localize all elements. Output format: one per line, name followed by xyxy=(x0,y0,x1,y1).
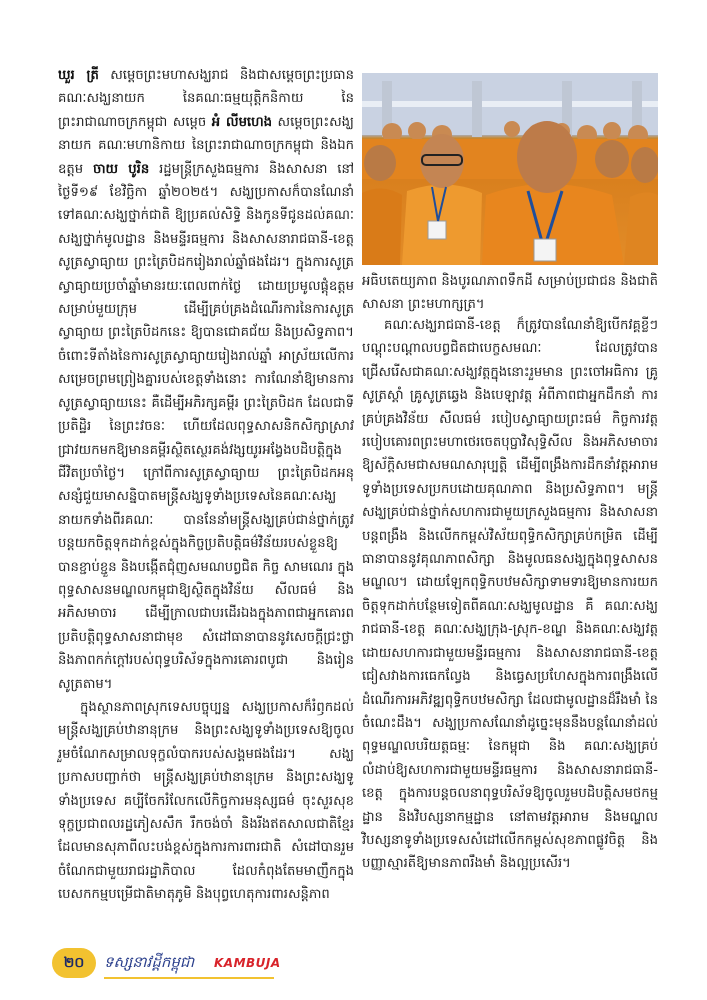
magazine-title: ទស្សនាវដ្តីកម្ពុជា xyxy=(104,953,195,971)
paragraph-text: រដ្ឋមន្ត្រីក្រសួងធម្មការ និងសាសនា នៅថ្ងៃទី១៩ ខែវិច្ឆិកា ឆ្នាំ២០២៥។ សង្ឃប្រកាសក៏បានណែនាំទៅគណៈសង្ឃថ្នាក់ជាតិ ឱ្យប្រគល់សិទ្ធិ និងកូនទីជូនដល់គណៈសង្ឃថ្នាក់មូលដ្ឋាន និងមន្ទីរធម្មការ និងសាសនារាជធានី-ខេត្ត សូត្រស្វាធ្យាយ ព្រះត្រៃបិដករៀងរាល់ឆ្នាំផងដែរ។ ក្នុងការសូត្រស្វាធ្យាយប្រចាំឆ្នាំមានរយៈពេលពាក់ថ្ងៃ ដោយប្រមូលផ្ដុំឧត្ដមសម្រាប់មួយក្រុម ដើម្បីគ្រប់គ្រងដំណើរការនៃការសូត្រស្វាធ្យាយ ព្រះត្រៃបិដកនេះ ឱ្យបានជោគជ័យ និងប្រសិទ្ធភាព។ ចំពោះទីតាំងនៃការសូត្រស្វាធ្យាយរៀងរាល់ឆ្នាំ អាស្រ័យលើការសម្រេចព្រមព្រៀងគ្នារបស់ខេត្តទាំងនោះ ការណែនាំឱ្យមានការសូត្រស្វាធ្យាយនេះ គឺដើម្បីអភិរក្សគម្ពីរ ព្រះត្រៃបិដក ដែលជាទីប្រតិដ្ឋិរ នៃព្រះវចនៈ ហើយដែលពុទ្ធសាសនិកសិក្សាស្រាវជ្រាវយកមកឱ្យមានគម្ពីរស្ថិតស្ថេរគង់វង្សយូរអង្វែងបដិបត្តិក្នុងជីវិតប្រចាំថ្ងៃ។ ក្រៅពីការសូត្រស្វាធ្យាយ ព្រះត្រៃបិដកអនុសន្សំជួយមាសន្និបាតមន្ត្រីសង្ឃទូទាំងប្រទេសនៃគណៈសង្ឃនាយកទាំងពីរគណៈ បាននែនាំមន្ត្រីសង្ឃគ្រប់ជាន់ថ្នាក់ត្រូវបន្តយកចិត្តទុកដាក់ខ្ពស់ក្នុងកិច្ចប្រតិបត្តិធម៌វិន័យរបស់ខ្លួនឱ្យបានខ្ជាប់ខ្ជួន និងបង្កើតជុំញសមណបព្វជិត កិច្ច សាមណេរ ក្នុងពុទ្ធសាសនមណ្ឌលកម្ពុជាឱ្យស្ថិតក្នុងវិន័យ សីលធម៌ និងអភិសមាចារ ដើម្បីក្រាលជាបរដើរឯងក្នុងភាពជាអ្នកគោរពប្រតិបត្តិពុទ្ធសាសនាជាមុខ សំដៅធានាបាននូវសេចក្តីជ្រះថ្លា និងភាពកក់ក្តៅរបស់ពុទ្ធបរិស័ទក្នុងការគោរពបូជា និងរៀនសូត្រតាម។ xyxy=(58,161,354,692)
article-paragraph-continued: អធិបតេយ្យភាព និងបូរណភាពទឹកដី សម្រាប់ប្រជាជន និងជាតិ សាសនា ព្រះមហាក្សត្រ។ xyxy=(362,274,658,313)
lead-dateline: ឃួរ ត្រី xyxy=(58,68,99,83)
article-right-column xyxy=(362,314,658,876)
article-paragraph-3: គណៈសង្ឃរាជធានី-ខេត្ត ក៏ត្រូវបានណែនាំឱ្យបើកវគ្គខ្លីៗបណ្ដុះបណ្ដាលបព្វជិតជាបេក្ខសមណៈ ដែលត្រូវបានជ្រើសរើសជាគណៈសង្ឃវត្តក្នុងនោះរួមមាន ព្រះចៅអធិការ គ្រូសូត្រស្ដាំ គ្រូសូត្រឆ្វេង និងបេឡាវត្ត អំពីភាពជាអ្នកដឹកនាំ ការគ្រប់គ្រងវិន័យ សីលធម៌ របៀបស្វាធ្យាយព្រះធម៌ កិច្ចការវត្ត របៀបគោរពព្រះមហាថេរចេតបុប្ផាវិសុទ្ធិសីល និងអភិសមាចារ ឱ្យស័ក្តិសមជាសមណសារុប្បត្តិ ដើម្បីពង្រឹងការដឹកនាំវត្តអារាមទូទាំងប្រទេសប្រកបដោយគុណភាព និងប្រសិទ្ធភាព។ មន្ត្រីសង្ឃគ្រប់ជាន់ថ្នាក់សហការជាមួយក្រសួងធម្មការ និងសាសនា បន្តពង្រឹង និងលើកកម្ពស់វិស័យពុទ្ធិកសិក្សាគ្រប់កម្រិត ដើម្បីធានាបាននូវគុណភាពសិក្សា និងមូលធនសង្ឃក្នុងពុទ្ធសាសនមណ្ឌល។ ដោយឡែកពុទ្ធិកបឋមសិក្សាទាមទារឱ្យមានការយកចិត្តទុកដាក់បន្ថែមទៀតពីគណៈសង្ឃមូលដ្ឋាន គឺ គណៈសង្ឃរាជធានី-ខេត្ត គណៈសង្ឃក្រុង-ស្រុក-ខណ្ឌ និងគណៈសង្ឃវត្ត ដោយសហការជាមួយមន្ទីរធម្មការ និងសាសនារាជធានី-ខេត្ត ជៀសវាងការធេកល្វែង និងធ្វេសប្រហែសក្នុងការពង្រឹងលើដំណើរការអភិវឌ្ឍពុទ្ធិកបឋមសិក្សា ដែលជាមូលដ្ឋានដ៏រឹងមាំ នៃចំណេះដឹង។ សង្ឃប្រកាសណែនាំដូច្នេះមុននឹងបន្តណែនាំដល់ពុទ្ធមណ្ឌលបរិយត្តធម្មៈ នៃកម្ពុជា និង គណៈសង្ឃគ្រប់លំដាប់ឱ្យសហការជាមួយមន្ទីរធម្មការ និងសាសនារាជធានី-ខេត្ត ក្នុងការបន្តចលនាពុទ្ធបរិស័ទឱ្យចូលរួមបដិបត្តិសមថកម្មដ្ឋាន និងវិបស្សនាកម្មដ្ឋាន នៅតាមវត្តអារាម និងមណ្ឌលវិបស្សនាទូទាំងប្រទេសសំដៅលើកកម្ពស់សុខភាពផ្លូវចិត្ត និងបញ្ញាស្មារតីឱ្យមានភាពរឹងមាំ និងល្អប្រសើរ។ xyxy=(362,318,658,872)
article-paragraph-2: ក្នុងស្ថានភាពស្រុកទេសបច្ចុប្បន្ន សង្ឃប្រកាសក៏រំឭកដល់មន្ត្រីសង្ឃគ្រប់ឋានានុក្រម និងព្រះសង្ឃទូទាំងប្រទេសឱ្យចូលរួមចំណែកសម្រាលទុក្ខលំបាករបស់សង្គមផងដែរ។ សង្ឃប្រកាសបញ្ជាក់ថា មន្ត្រីសង្ឃគ្រប់ឋានានុក្រម និងព្រះសង្ឃទូទាំងប្រទេស គប្បីចែករំលែកលើកិច្ចការមនុស្សធម៌ ចុះសួរសុខទុក្ខប្រជាពលរដ្ឋភៀសសឹក រឹកចង់ចាំ និងរីងឥតសាលជាតិខ្មែរ ដែលមានសុភាពីលះបង់ខ្ពស់ក្នុងការការពារជាតិ សំដៅបានរួមចំណែកជាមួយរាជរដ្ឋាភិបាល ដែលកំពុងតែមមាញឹកក្នុងបេសកកម្មបម្រើជាតិមាតុភូមិ និងបុព្វហេតុការពារសន្តិភាព xyxy=(58,699,354,903)
paragraph-text: សម្ដេចព្រះសង្ឃនាយក គណៈមហានិកាយ នៃព្រះរាជាណាចក្រកម្ពុជា និងឯកឧត្តម xyxy=(58,114,354,177)
photo-illustration xyxy=(362,73,658,265)
minister-name: ចាយ បូរិន xyxy=(92,161,150,177)
paragraph-text: សម្ដេចព្រះមហាសង្ឃរាជ និងជាសម្ដេចព្រះប្រធាន គណៈសង្ឃនាយក នៃគណៈធម្មយុត្តិកនិកាយ នៃព្រះរាជាណាចក្រកម្ពុជា សម្ដេច xyxy=(58,68,354,130)
magazine-brand: KAMBUJA xyxy=(214,956,281,970)
page-number-badge xyxy=(52,948,96,978)
article-left-column xyxy=(58,64,354,907)
person-name: អំ លីមហេង xyxy=(211,114,273,130)
page-number: ២០ xyxy=(63,954,85,971)
article-right-continuation xyxy=(362,270,658,317)
footer-divider xyxy=(104,977,274,979)
monks-gathering-photo xyxy=(362,73,658,265)
article-paragraph-1 xyxy=(58,64,354,696)
